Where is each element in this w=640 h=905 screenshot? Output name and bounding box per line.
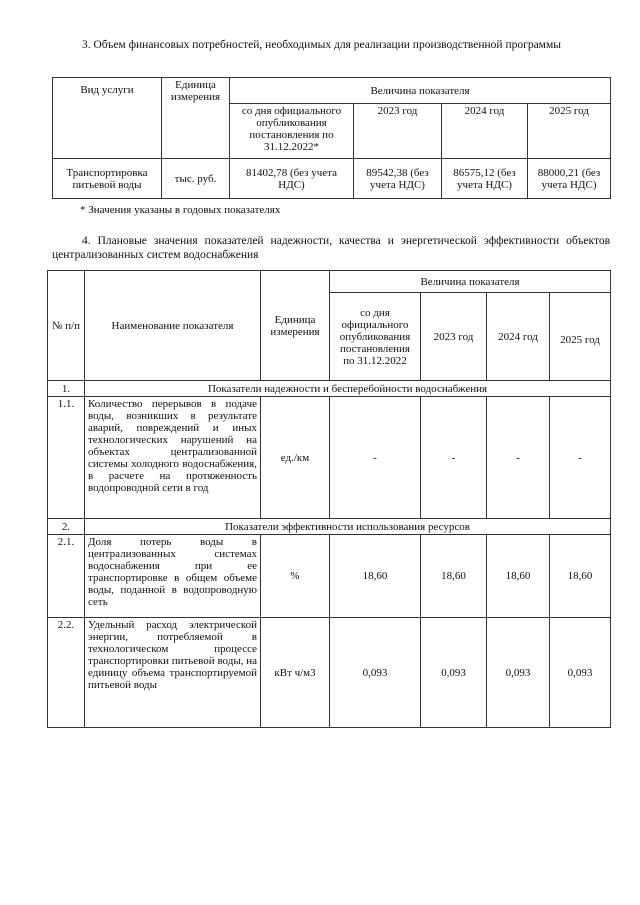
value-2023: - xyxy=(421,397,487,519)
header-period-2025: 2025 год xyxy=(550,293,611,381)
cell-value-2025: 88000,21 (без учета НДС) xyxy=(528,159,611,199)
value-2024: 18,60 xyxy=(487,535,550,618)
indicator-name: Доля потерь воды в централизованных системах водоснабжения при ее транспортировке в общем объеме воды, поданной в водопроводную сеть xyxy=(85,535,261,618)
group-title: Показатели надежности и бесперебойности водоснабжения xyxy=(85,381,611,397)
cell-value-2024: 86575,12 (без учета НДС) xyxy=(442,159,528,199)
table-row xyxy=(53,159,611,199)
value-2025: 0,093 xyxy=(550,618,611,728)
indicator-name: Количество перерывов в подаче воды, возникших в результате аварий, повреждений и иных технологических нарушений на объектах централизованной системы холодного водоснабжения, в расчете на протяженность водопроводной сети в год xyxy=(85,397,261,519)
header-period-2022: со дня официального опубликования постановления по 31.12.2022 xyxy=(330,293,421,381)
indicator-unit: ед./км xyxy=(261,397,330,519)
header-period-2023: 2023 год xyxy=(421,293,487,381)
section3-heading: 3. Объем финансовых потребностей, необходимых для реализации производственной программы xyxy=(82,39,561,51)
row-num: 2.1. xyxy=(48,535,85,618)
value-2025: - xyxy=(550,397,611,519)
table-row xyxy=(48,397,611,519)
header-value: Величина показателя xyxy=(230,78,611,104)
indicator-unit: кВт ч/м3 xyxy=(261,618,330,728)
financial-needs-table xyxy=(52,77,611,199)
table-row xyxy=(48,618,611,728)
value-2024: 0,093 xyxy=(487,618,550,728)
header-period-2025: 2025 год xyxy=(528,104,611,159)
group-row xyxy=(48,381,611,397)
group-row xyxy=(48,519,611,535)
section4-heading: 4. Плановые значения показателей надежности, качества и энергетической эффективности объектов централизованных систем водоснабжения xyxy=(52,235,610,261)
value-2022: 0,093 xyxy=(330,618,421,728)
footnote: * Значения указаны в годовых показателях xyxy=(80,204,281,216)
value-2023: 0,093 xyxy=(421,618,487,728)
cell-value-2022: 81402,78 (без учета НДС) xyxy=(230,159,354,199)
group-num: 2. xyxy=(48,519,85,535)
header-period-2022: со дня официального опубликования постановления по 31.12.2022* xyxy=(230,104,354,159)
row-num: 2.2. xyxy=(48,618,85,728)
header-num: № п/п xyxy=(48,271,85,381)
header-period-2023: 2023 год xyxy=(354,104,442,159)
header-name: Наименование показателя xyxy=(85,271,261,381)
cell-service: Транспортировка питьевой воды xyxy=(53,159,162,199)
group-num: 1. xyxy=(48,381,85,397)
cell-value-2023: 89542,38 (без учета НДС) xyxy=(354,159,442,199)
header-value: Величина показателя xyxy=(330,271,611,293)
value-2025: 18,60 xyxy=(550,535,611,618)
value-2023: 18,60 xyxy=(421,535,487,618)
value-2022: 18,60 xyxy=(330,535,421,618)
header-unit: Единица измерения xyxy=(162,78,230,159)
indicator-name: Удельный расход электрической энергии, потребляемой в технологическом процессе транспортировки питьевой воды, на единицу объема транспортируемой питьевой воды xyxy=(85,618,261,728)
group-title: Показатели эффективности использования ресурсов xyxy=(85,519,611,535)
indicator-unit: % xyxy=(261,535,330,618)
table-row xyxy=(48,535,611,618)
row-num: 1.1. xyxy=(48,397,85,519)
header-service: Вид услуги xyxy=(53,78,162,159)
header-period-2024: 2024 год xyxy=(487,293,550,381)
header-period-2024: 2024 год xyxy=(442,104,528,159)
value-2024: - xyxy=(487,397,550,519)
cell-unit: тыс. руб. xyxy=(162,159,230,199)
value-2022: - xyxy=(330,397,421,519)
indicators-table xyxy=(47,270,611,728)
header-unit: Единица измерения xyxy=(261,271,330,381)
